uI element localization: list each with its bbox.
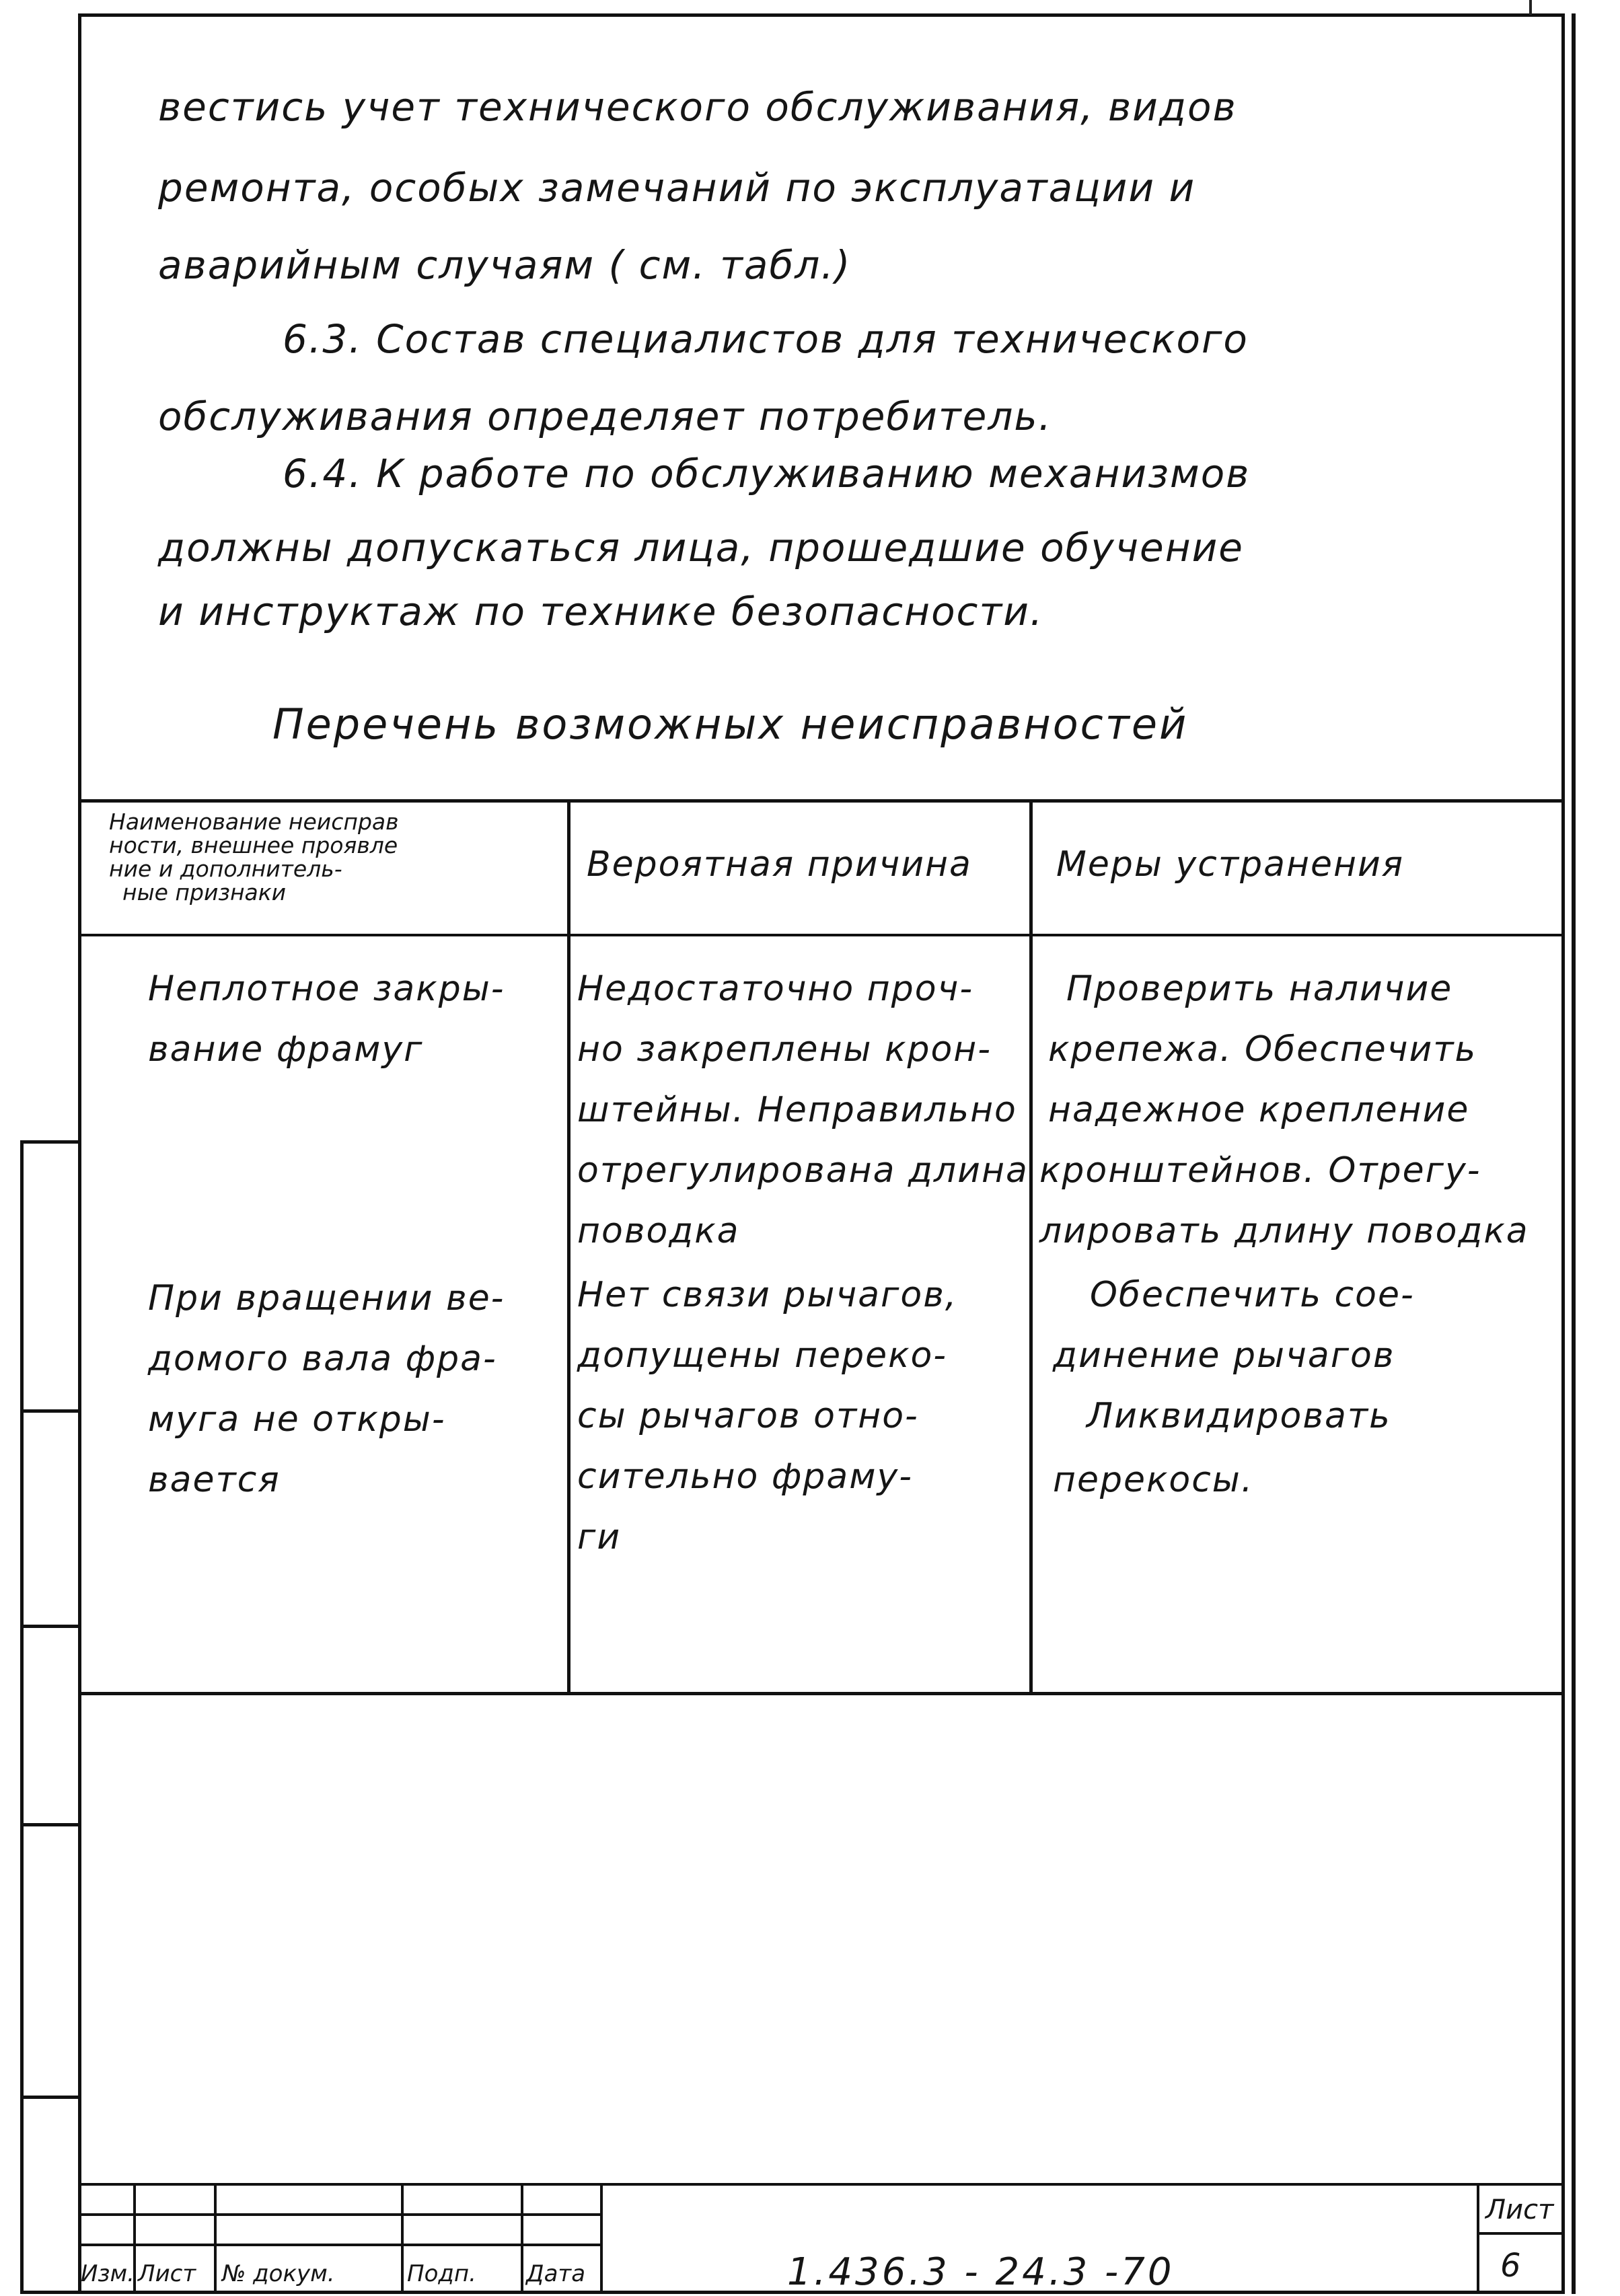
remedy-line: перекосы.	[1053, 1460, 1254, 1500]
header-col1-line: ности, внешнее проявле	[109, 832, 398, 858]
cause-line: поводка	[577, 1211, 740, 1251]
remedy-line: надежное крепление	[1048, 1090, 1470, 1130]
table-header-rule	[78, 934, 1565, 936]
stamp-label-doc-number: № докум.	[222, 2260, 335, 2287]
cause-line: Нет связи рычагов,	[577, 1275, 958, 1315]
fault-line: вание фрамуг	[148, 1029, 424, 1070]
fault-line: вается	[148, 1460, 281, 1500]
header-col1-line: ные признаки	[122, 879, 287, 905]
cause-line: допущены переко-	[577, 1335, 948, 1376]
body-line: ремонта, особых замечаний по эксплуатации и	[158, 165, 1196, 211]
title-block-divider	[401, 2183, 404, 2294]
table-top-rule	[78, 799, 1565, 803]
header-col-remedy: Меры устранения	[1056, 844, 1405, 885]
remedy-line: Проверить наличие	[1066, 969, 1453, 1009]
fault-line: домого вала фра-	[148, 1339, 497, 1379]
stamp-label-change: Изм.	[81, 2260, 135, 2287]
remedy-line: Ликвидировать	[1087, 1396, 1391, 1436]
stamp-label-sheet: Лист	[138, 2260, 196, 2287]
cause-line: ги	[577, 1517, 622, 1557]
document-code: 1.436.3 - 24.3 -70	[787, 2250, 1175, 2294]
title-block-divider	[1477, 2183, 1479, 2294]
body-line: и инструктаж по технике безопасности.	[158, 589, 1044, 634]
remedy-line: динение рычагов	[1053, 1335, 1395, 1376]
table-title: Перечень возможных неисправностей	[272, 700, 1189, 749]
fault-line: Неплотное закры-	[148, 969, 505, 1009]
cause-line: штейны. Неправильно	[577, 1090, 1017, 1130]
strip-divider	[24, 1409, 81, 1413]
title-block-top-rule	[78, 2183, 1565, 2186]
title-block-rule	[78, 2244, 603, 2246]
sheet-label: Лист	[1485, 2194, 1554, 2225]
table-column-divider	[1029, 799, 1033, 1694]
body-line: 6.3. Состав специалистов для технического	[283, 316, 1249, 362]
body-line: должны допускаться лица, прошедшие обучение	[158, 525, 1244, 570]
title-block-divider	[521, 2183, 523, 2294]
header-col1-line: Наименование неисправ	[109, 809, 399, 835]
strip-divider	[24, 2096, 81, 2099]
right-border	[1572, 13, 1576, 2294]
stamp-label-signature: Подп.	[407, 2260, 476, 2287]
table-column-divider	[567, 799, 570, 1694]
binding-margin-strip	[20, 1140, 78, 2294]
crop-mark	[1529, 0, 1532, 15]
header-col-cause: Вероятная причина	[587, 844, 972, 885]
strip-divider	[24, 1625, 81, 1628]
cause-line: сительно фраму-	[577, 1456, 913, 1497]
sheet-number: 6	[1500, 2247, 1521, 2285]
title-block-rule	[1477, 2232, 1565, 2235]
remedy-line: крепежа. Обеспечить	[1048, 1029, 1477, 1070]
cause-line: отрегулирована длина	[577, 1150, 1029, 1191]
body-line: аварийным случаям ( см. табл.)	[158, 242, 852, 288]
body-line: обслуживания определяет потребитель.	[158, 394, 1053, 439]
remedy-line: Обеспечить сое-	[1090, 1275, 1415, 1315]
header-col1-line: ние и дополнитель-	[109, 856, 342, 882]
remedy-line: кронштейнов. Отрегу-	[1039, 1150, 1481, 1191]
title-block-rule	[78, 2213, 603, 2216]
body-line: вестись учет технического обслуживания, видов	[158, 84, 1237, 130]
fault-line: При вращении ве-	[148, 1278, 505, 1319]
table-bottom-rule	[78, 1692, 1565, 1695]
stamp-label-date: Дата	[526, 2260, 586, 2287]
strip-divider	[24, 1823, 81, 1826]
title-block-divider	[214, 2183, 217, 2294]
cause-line: но закреплены крон-	[577, 1029, 992, 1070]
cause-line: Недостаточно проч-	[577, 969, 974, 1009]
remedy-line: лировать длину поводка	[1039, 1211, 1529, 1251]
body-line: 6.4. К работе по обслуживанию механизмов	[283, 451, 1251, 496]
fault-line: муга не откры-	[148, 1399, 446, 1440]
title-block-divider	[600, 2183, 603, 2294]
cause-line: сы рычагов отно-	[577, 1396, 919, 1436]
